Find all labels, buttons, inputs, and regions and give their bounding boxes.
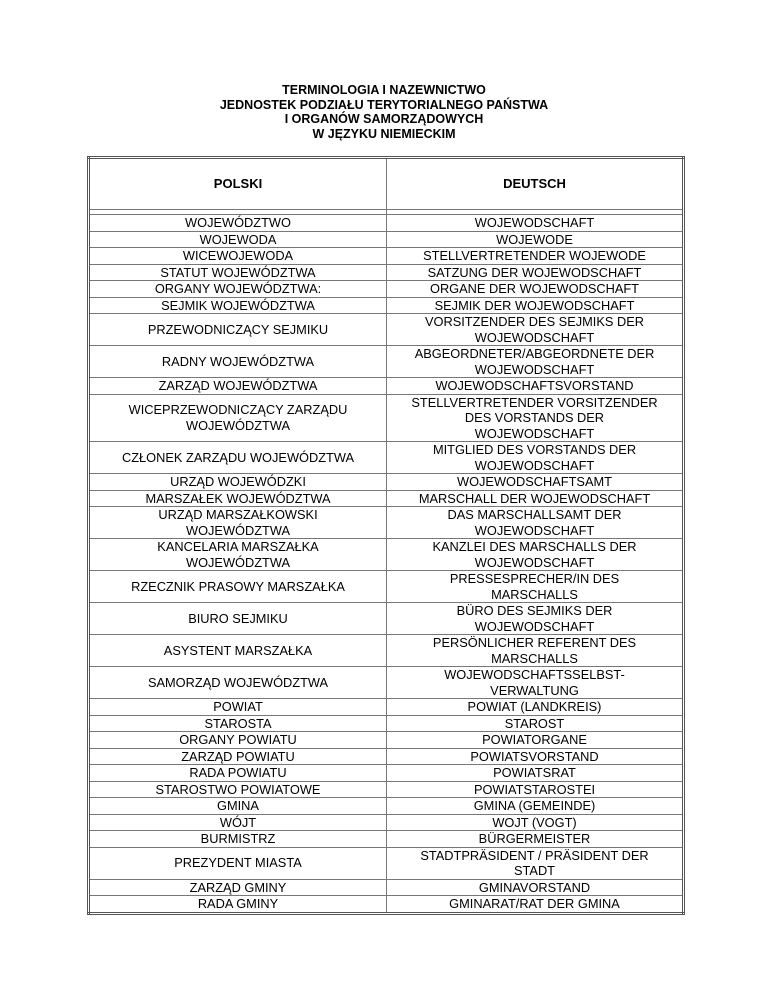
- german-term-line: WOJEWODSCHAFTSVORSTAND: [435, 378, 634, 393]
- german-term-cell: [387, 603, 684, 635]
- polish-term-line: ORGANY POWIATU: [179, 732, 297, 747]
- german-term-cell: [387, 765, 684, 782]
- polish-term-cell: [89, 281, 387, 298]
- polish-term-line: CZŁONEK ZARZĄDU WOJEWÓDZTWA: [122, 449, 354, 465]
- polish-term-cell: [89, 539, 387, 571]
- german-term-line: MARSCHALLS: [491, 650, 578, 666]
- table-row: [89, 765, 684, 782]
- table-row: [89, 798, 684, 815]
- polish-term-cell: [89, 507, 387, 539]
- polish-term-cell: [89, 667, 387, 699]
- polish-term-cell: [89, 248, 387, 265]
- german-term-line: STADT: [514, 863, 555, 878]
- german-term-line: STELLVERTRETENDER WOJEWODE: [423, 248, 646, 263]
- german-term-line: ABGEORDNETER/ABGEORDNETE DER: [414, 346, 655, 361]
- german-term-cell: [387, 346, 684, 378]
- polish-term-line: WOJEWÓDZTWA: [185, 554, 290, 570]
- polish-term-cell: [89, 831, 387, 848]
- table-row: [89, 231, 684, 248]
- polish-term-line: ZARZĄD WOJEWÓDZTWA: [158, 378, 318, 393]
- polish-term-line: BURMISTRZ: [200, 831, 276, 846]
- german-term-line: DAS MARSCHALLSAMT DER: [447, 507, 622, 522]
- table-row: [89, 831, 684, 848]
- polish-term-line: ZARZĄD POWIATU: [181, 748, 295, 764]
- table-row: [89, 896, 684, 914]
- polish-term-cell: [89, 394, 387, 442]
- column-header-german: DEUTSCH: [387, 158, 684, 210]
- german-term-cell: [387, 507, 684, 539]
- table-row: [89, 281, 684, 298]
- german-term-cell: [387, 394, 684, 442]
- terminology-table: [87, 156, 685, 915]
- polish-term-cell: [89, 814, 387, 831]
- german-term-cell: [387, 297, 684, 314]
- table-row: [89, 297, 684, 314]
- polish-term-cell: [89, 748, 387, 765]
- table-row: [89, 215, 684, 232]
- german-term-cell: [387, 831, 684, 848]
- german-term-line: POWIATSTAROSTEI: [473, 781, 596, 797]
- polish-term-cell: [89, 346, 387, 378]
- german-term-line: SEJMIK DER WOJEWODSCHAFT: [434, 297, 635, 313]
- table-row: [89, 603, 684, 635]
- german-term-line: WOJEWODSCHAFT: [474, 554, 595, 570]
- german-term-cell: [387, 635, 684, 667]
- table-row: [89, 378, 684, 395]
- german-term-line: WOJEWODSCHAFT: [474, 329, 595, 345]
- polish-term-cell: [89, 490, 387, 507]
- german-term-cell: [387, 490, 684, 507]
- polish-term-line: WICEWOJEWODA: [182, 248, 294, 263]
- german-term-cell: [387, 814, 684, 831]
- table-row: [89, 814, 684, 831]
- polish-term-line: RADA GMINY: [197, 896, 279, 911]
- polish-term-line: ASYSTENT MARSZAŁKA: [163, 642, 313, 658]
- german-term-line: POWIATSRAT: [493, 765, 576, 780]
- table-header-row: [89, 158, 684, 210]
- german-term-cell: [387, 231, 684, 248]
- polish-term-line: ORGANY WOJEWÓDZTWA:: [154, 281, 322, 296]
- table-row: [89, 264, 684, 281]
- german-term-line: BÜRO DES SEJMIKS DER: [456, 603, 613, 618]
- german-term-line: SATZUNG DER WOJEWODSCHAFT: [427, 264, 642, 280]
- german-term-cell: [387, 281, 684, 298]
- german-term-cell: [387, 474, 684, 491]
- table-row: [89, 879, 684, 896]
- table-row: [89, 490, 684, 507]
- polish-term-cell: [89, 442, 387, 474]
- polish-term-line: STAROSTA: [204, 715, 272, 731]
- table-row: [89, 442, 684, 474]
- polish-term-line: WÓJT: [219, 814, 257, 830]
- table-body: [89, 210, 684, 914]
- polish-term-cell: [89, 231, 387, 248]
- polish-term-cell: [89, 603, 387, 635]
- german-term-cell: [387, 798, 684, 815]
- german-term-cell: [387, 732, 684, 749]
- german-term-cell: [387, 264, 684, 281]
- german-term-line: WOJEWODSCHAFTSSELBST-: [444, 667, 625, 682]
- german-term-cell: [387, 378, 684, 395]
- table-row: [89, 781, 684, 798]
- polish-term-line: WOJEWÓDZTWA: [185, 417, 290, 433]
- german-term-line: WOJEWODE: [496, 231, 573, 247]
- polish-term-cell: [89, 215, 387, 232]
- german-term-cell: [387, 442, 684, 474]
- table-row: [89, 314, 684, 346]
- german-term-line: MARSCHALL DER WOJEWODSCHAFT: [418, 490, 651, 506]
- table-row: [89, 699, 684, 716]
- german-term-line: GMINA (GEMEINDE): [473, 798, 596, 813]
- document-title: [0, 83, 768, 141]
- polish-term-line: SEJMIK WOJEWÓDZTWA: [161, 297, 315, 313]
- column-header-polish: POLSKI: [89, 158, 387, 210]
- polish-term-line: WOJEWODA: [199, 231, 277, 247]
- polish-term-cell: [89, 879, 387, 896]
- polish-term-line: SAMORZĄD WOJEWÓDZTWA: [147, 674, 329, 690]
- polish-term-cell: [89, 314, 387, 346]
- german-term-line: WOJEWODSCHAFT: [474, 425, 595, 441]
- german-term-cell: [387, 699, 684, 716]
- polish-term-line: GMINA: [217, 798, 259, 813]
- polish-term-line: URZĄD MARSZAŁKOWSKI: [158, 507, 318, 522]
- table-row: [89, 748, 684, 765]
- german-term-line: KANZLEI DES MARSCHALLS DER: [432, 539, 637, 554]
- german-term-line: WOJEWODSCHAFT: [474, 522, 595, 538]
- polish-term-line: PREZYDENT MIASTA: [174, 855, 302, 871]
- polish-term-line: WICEPRZEWODNICZĄCY ZARZĄDU: [128, 402, 348, 418]
- german-term-cell: [387, 781, 684, 798]
- polish-term-line: BIURO SEJMIKU: [188, 610, 288, 626]
- polish-term-line: URZĄD WOJEWÓDZKI: [170, 474, 306, 489]
- title-line-4: W JĘZYKU NIEMIECKIM: [312, 126, 456, 141]
- german-term-cell: [387, 314, 684, 346]
- german-term-cell: [387, 879, 684, 896]
- polish-term-line: RADNY WOJEWÓDZTWA: [161, 353, 315, 369]
- polish-term-line: WOJEWÓDZTWA: [185, 522, 290, 538]
- polish-term-cell: [89, 635, 387, 667]
- german-term-cell: [387, 539, 684, 571]
- german-term-line: GMINARAT/RAT DER GMINA: [449, 896, 620, 911]
- polish-term-line: RZECZNIK PRASOWY MARSZAŁKA: [131, 578, 345, 594]
- german-term-cell: [387, 847, 684, 879]
- title-line-1: TERMINOLOGIA I NAZEWNICTWO: [282, 83, 486, 97]
- polish-term-line: POWIAT: [213, 699, 263, 714]
- polish-term-cell: [89, 896, 387, 914]
- table-row: [89, 539, 684, 571]
- german-term-cell: [387, 667, 684, 699]
- table-row: [89, 847, 684, 879]
- german-term-line: GMINAVORSTAND: [478, 879, 591, 895]
- table-row: [89, 474, 684, 491]
- polish-term-cell: [89, 847, 387, 879]
- polish-term-cell: [89, 571, 387, 603]
- german-term-line: POWIATORGANE: [482, 732, 587, 747]
- table-row: [89, 346, 684, 378]
- german-term-cell: [387, 748, 684, 765]
- german-term-line: PERSÖNLICHER REFERENT DES: [432, 635, 637, 650]
- german-term-line: WOJT (VOGT): [492, 814, 577, 830]
- german-term-line: MITGLIED DES VORSTANDS DER: [432, 442, 637, 457]
- polish-term-line: PRZEWODNICZĄCY SEJMIKU: [147, 321, 329, 337]
- german-term-cell: [387, 896, 684, 914]
- table-row: [89, 394, 684, 442]
- german-term-line: POWIAT (LANDKREIS): [467, 699, 602, 714]
- german-term-cell: [387, 715, 684, 732]
- german-term-line: WOJEWODSCHAFT: [474, 457, 595, 473]
- german-term-cell: [387, 215, 684, 232]
- table-row: [89, 248, 684, 265]
- german-term-line: WOJEWODSCHAFT: [474, 618, 595, 634]
- german-term-line: STADTPRÄSIDENT / PRÄSIDENT DER: [420, 847, 649, 863]
- table-row: [89, 507, 684, 539]
- polish-term-cell: [89, 715, 387, 732]
- german-term-line: MARSCHALLS: [491, 586, 578, 602]
- polish-term-cell: [89, 798, 387, 815]
- polish-term-line: RADA POWIATU: [189, 765, 287, 780]
- polish-term-cell: [89, 297, 387, 314]
- german-term-line: WOJEWODSCHAFT: [474, 215, 595, 230]
- polish-term-line: WOJEWÓDZTWO: [185, 215, 291, 230]
- table-row: [89, 715, 684, 732]
- polish-term-line: ZARZĄD GMINY: [189, 879, 287, 895]
- polish-term-line: STAROSTWO POWIATOWE: [155, 781, 321, 797]
- german-term-line: WOJEWODSCHAFTSAMT: [457, 474, 612, 489]
- german-term-line: WOJEWODSCHAFT: [474, 361, 595, 377]
- polish-term-line: KANCELARIA MARSZAŁKA: [157, 539, 319, 554]
- polish-term-cell: [89, 732, 387, 749]
- table-row: [89, 635, 684, 667]
- table-row: [89, 571, 684, 603]
- german-term-line: DES VORSTANDS DER: [464, 410, 605, 425]
- german-term-cell: [387, 248, 684, 265]
- polish-term-cell: [89, 264, 387, 281]
- german-term-cell: [387, 571, 684, 603]
- title-line-2: JEDNOSTEK PODZIAŁU TERYTORIALNEGO PAŃSTWA: [219, 97, 549, 112]
- polish-term-cell: [89, 781, 387, 798]
- german-term-line: VERWALTUNG: [490, 682, 579, 698]
- polish-term-cell: [89, 378, 387, 395]
- title-line-3: I ORGANÓW SAMORZĄDOWYCH: [284, 112, 484, 127]
- table-row: [89, 732, 684, 749]
- german-term-line: STELLVERTRETENDER VORSITZENDER: [411, 394, 658, 410]
- table-row: [89, 667, 684, 699]
- polish-term-cell: [89, 699, 387, 716]
- german-term-line: PRESSESPRECHER/IN DES: [449, 571, 620, 586]
- german-term-line: BÜRGERMEISTER: [478, 831, 591, 846]
- german-term-line: VORSITZENDER DES SEJMIKS DER: [424, 314, 644, 329]
- german-term-line: POWIATSVORSTAND: [470, 748, 599, 764]
- polish-term-line: MARSZAŁEK WOJEWÓDZTWA: [145, 490, 331, 506]
- polish-term-line: STATUT WOJEWÓDZTWA: [160, 264, 316, 280]
- german-term-line: ORGANE DER WOJEWODSCHAFT: [429, 281, 640, 296]
- polish-term-cell: [89, 765, 387, 782]
- polish-term-cell: [89, 474, 387, 491]
- german-term-line: STAROST: [504, 715, 565, 731]
